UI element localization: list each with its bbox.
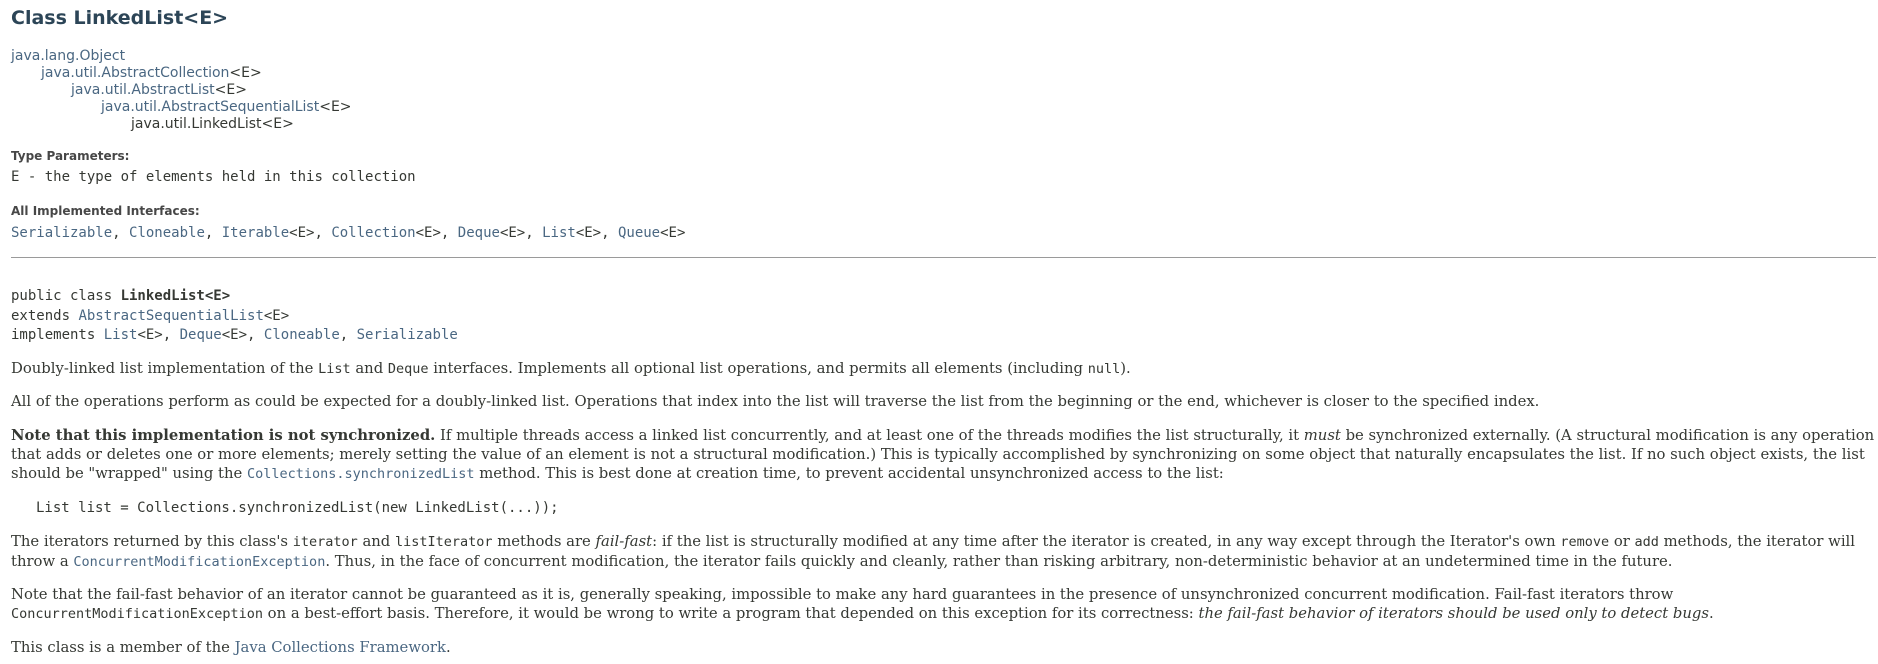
inheritance-item-current bbox=[11, 116, 352, 133]
decl-extends-keyword: extends bbox=[11, 307, 79, 324]
interface-link-iterable[interactable]: Iterable bbox=[221, 225, 290, 241]
generic-suffix: <E> bbox=[660, 225, 686, 241]
implemented-interfaces-list bbox=[11, 225, 685, 241]
text: methods, the iterator will throw a bbox=[11, 533, 1856, 570]
generic-suffix: <E> bbox=[229, 65, 262, 81]
type-param-name: E bbox=[11, 169, 20, 185]
text: . Thus, in the face of concurrent modification, the iterator fails quickly and cleanly, rather than risking arbitrary, non-deterministic behavior at an undetermined time in the future. bbox=[325, 553, 1673, 570]
implements-link-cloneable[interactable]: Cloneable bbox=[263, 327, 340, 343]
text: method. This is best done at creation time, to prevent accidental unsynchronized access to the list: bbox=[474, 465, 1224, 482]
text: If multiple threads access a linked list concurrently, and at least one of the threads modifies the list structurally, it bbox=[435, 427, 1304, 444]
inheritance-link-abstractlist[interactable]: java.util.AbstractList bbox=[71, 82, 215, 98]
generic-suffix: <E> bbox=[499, 225, 526, 241]
description-paragraph-5 bbox=[11, 585, 1876, 624]
decl-class-name: LinkedList<E> bbox=[120, 288, 231, 304]
text: interfaces. Implements all optional list operations, and permits all elements (including bbox=[428, 360, 1088, 377]
inheritance-link-abstractsequentiallist[interactable]: java.util.AbstractSequentialList bbox=[101, 99, 320, 115]
text: This class is a member of the bbox=[11, 639, 235, 656]
text: : if the list is structurally modified at any time after the iterator is created, in any way except through the Iterator's own bbox=[652, 533, 1561, 550]
section-divider bbox=[11, 257, 1876, 258]
type-param-desc: the type of elements held in this collection bbox=[44, 169, 416, 185]
text: ). bbox=[1120, 360, 1131, 377]
code-deque: Deque bbox=[387, 361, 429, 377]
interface-link-list[interactable]: List bbox=[542, 225, 576, 241]
text: and bbox=[350, 360, 388, 377]
code-listiterator: listIterator bbox=[394, 534, 493, 550]
code-sample: List list = Collections.synchronizedList(new LinkedList(...)); bbox=[36, 500, 559, 516]
emphasis: the fail-fast behavior of iterators should be used only to detect bugs bbox=[1198, 605, 1709, 622]
inheritance-link-abstractcollection[interactable]: java.util.AbstractCollection bbox=[41, 65, 230, 81]
description-paragraph-6 bbox=[11, 638, 1876, 657]
text: . bbox=[1708, 605, 1714, 622]
list-sep: , bbox=[204, 225, 222, 241]
interface-link-queue[interactable]: Queue bbox=[617, 225, 661, 241]
decl-modifiers: public class bbox=[11, 288, 121, 304]
code-remove: remove bbox=[1560, 534, 1610, 550]
interface-link-deque[interactable]: Deque bbox=[457, 225, 500, 241]
list-sep: , bbox=[339, 327, 357, 343]
generic-suffix: <E> bbox=[221, 327, 248, 343]
list-sep: , bbox=[314, 225, 332, 241]
code-iterator: iterator bbox=[292, 534, 358, 550]
description-paragraph-1 bbox=[11, 359, 1876, 379]
generic-suffix: <E> bbox=[214, 82, 247, 98]
implements-link-deque[interactable]: Deque bbox=[179, 327, 222, 343]
list-sep: , bbox=[601, 225, 618, 241]
interface-link-collection[interactable]: Collection bbox=[331, 225, 416, 241]
type-parameters-label: Type Parameters: bbox=[11, 149, 130, 163]
text: on a best-effort basis. Therefore, it would be wrong to write a program that depended on this exception for its correctness: bbox=[262, 605, 1199, 622]
concurrentmodificationexception-link[interactable]: ConcurrentModificationException bbox=[73, 554, 326, 570]
text: and bbox=[357, 533, 395, 550]
text: be synchronized externally. (A structural modification is any operation that adds or deletes one or more elements; merely setting the value of an element is not a structural modification.) This is typically accomplished by synchronizing on some object that naturally encapsulates the list. If no such object exists, the list should be "wrapped" using the bbox=[11, 427, 1875, 482]
text: . bbox=[445, 639, 451, 656]
collections-framework-link[interactable]: Java Collections Framework bbox=[234, 639, 446, 656]
code-add: add bbox=[1634, 534, 1659, 550]
list-sep: , bbox=[525, 225, 543, 241]
generic-suffix: <E> bbox=[289, 225, 315, 241]
description-paragraph-2: All of the operations perform as could be expected for a doubly-linked list. Operations that index into the list will traverse the list from the beginning or the end, whichever is closer to the specified index. bbox=[11, 393, 1540, 410]
inheritance-tree bbox=[11, 48, 352, 133]
decl-implements-keyword: implements bbox=[11, 327, 104, 343]
emphasis: fail-fast bbox=[595, 533, 653, 550]
list-sep: , bbox=[162, 327, 180, 343]
sync-warning: Note that this implementation is not synchronized. bbox=[11, 427, 436, 444]
text: methods are bbox=[492, 533, 596, 550]
current-class: java.util.LinkedList<E> bbox=[131, 116, 294, 132]
interface-link-cloneable[interactable]: Cloneable bbox=[129, 225, 205, 241]
code-null: null bbox=[1087, 361, 1121, 377]
list-sep: , bbox=[247, 327, 264, 343]
inheritance-item bbox=[11, 65, 352, 82]
interface-link-serializable[interactable]: Serializable bbox=[11, 225, 113, 241]
declaration-line-implements bbox=[11, 326, 458, 346]
code-list: List bbox=[318, 361, 351, 377]
text: Note that the fail-fast behavior of an iterator cannot be guaranteed as it is, generally speaking, impossible to make any hard guarantees in the presence of unsynchronized concurrent modification. Fail-fast iterators throw bbox=[11, 586, 1674, 603]
synchronizedlist-link[interactable]: Collections.synchronizedList bbox=[246, 466, 475, 482]
emphasis: must bbox=[1303, 427, 1341, 444]
implemented-interfaces-label: All Implemented Interfaces: bbox=[11, 204, 200, 218]
list-sep: , bbox=[440, 225, 458, 241]
class-declaration bbox=[11, 287, 458, 346]
implements-link-list[interactable]: List bbox=[103, 327, 138, 343]
code-concurrentmodificationexception: ConcurrentModificationException bbox=[11, 606, 263, 622]
text: Doubly-linked list implementation of the bbox=[11, 360, 319, 377]
generic-suffix: <E> bbox=[319, 99, 352, 115]
inheritance-item bbox=[11, 82, 352, 99]
description-paragraph-3 bbox=[11, 426, 1876, 484]
generic-suffix: <E> bbox=[263, 307, 290, 324]
generic-suffix: <E> bbox=[415, 225, 441, 241]
type-parameter-entry bbox=[11, 169, 416, 185]
declaration-line-class bbox=[11, 287, 458, 307]
page-title: Class LinkedList<E> bbox=[11, 7, 229, 29]
inheritance-item bbox=[11, 48, 352, 65]
text: or bbox=[1609, 533, 1635, 550]
list-sep: , bbox=[112, 225, 130, 241]
implements-link-serializable[interactable]: Serializable bbox=[356, 327, 458, 343]
description-paragraph-4 bbox=[11, 532, 1876, 572]
type-param-sep: - bbox=[19, 169, 45, 185]
text: The iterators returned by this class's bbox=[11, 533, 293, 550]
generic-suffix: <E> bbox=[575, 225, 602, 241]
inheritance-link-object[interactable]: java.lang.Object bbox=[11, 48, 126, 64]
extends-link-abstractsequentiallist[interactable]: AbstractSequentialList bbox=[78, 307, 264, 324]
declaration-line-extends bbox=[11, 307, 458, 327]
inheritance-item bbox=[11, 99, 352, 116]
generic-suffix: <E> bbox=[137, 327, 163, 343]
